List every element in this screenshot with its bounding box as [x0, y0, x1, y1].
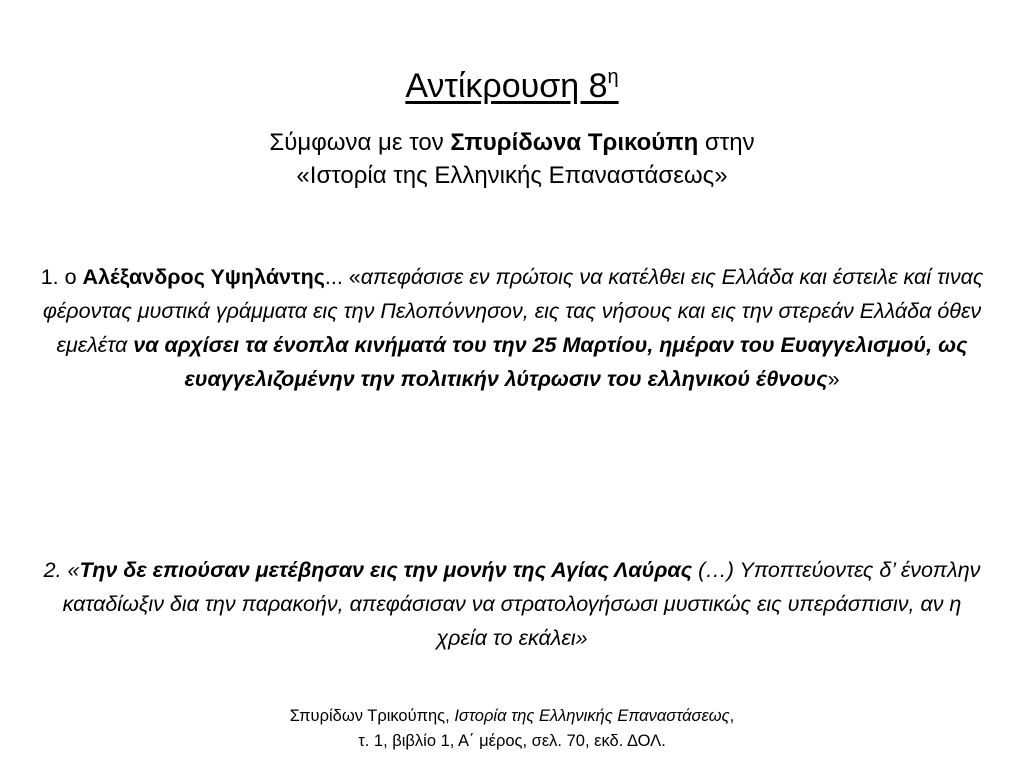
- citation-line-2: τ. 1, βιβλίο 1, Α΄ μέρος, σελ. 70, εκδ. ΔΟΛ.: [358, 732, 666, 750]
- item-1-quote-italic: απεφάσισε εν πρώτοις να κατέλθει εις Ελλάδα και έστειλε καί τινας φέροντας μυστικά γράμματα εις την Πελοπόννησον, εις τας νήσους και εις την στερεάν Ελλάδα όθεν εμελέτα: [42, 265, 984, 357]
- subtitle: [0, 126, 1024, 192]
- item-2-quote-italic: (…) Υποπτεύοντες δ’ ένοπλην καταδίωξιν δια την παρακοήν, απεφάσισαν να στρατολογήσωσι μυστικώς εις υπεράσπισιν, αν η χρεία το εκάλει»: [62, 558, 981, 650]
- quote-paragraph-2: [40, 553, 984, 655]
- citation-author: Σπυρίδων Τρικούπης,: [289, 707, 455, 725]
- subtitle-line-1: [0, 126, 1024, 159]
- item-2-number: 2. «: [43, 558, 80, 582]
- subtitle-suffix: στην: [698, 129, 755, 156]
- item-1-name: Αλέξανδρος Υψηλάντης: [82, 265, 325, 289]
- citation-comma: ,: [729, 707, 735, 725]
- item-2-quote-emphasis: Την δε επιούσαν μετέβησαν εις την μονήν της Αγίας Λαύρας: [79, 558, 693, 582]
- source-citation: [0, 704, 1024, 754]
- citation-work: Ιστορία της Ελληνικής Επαναστάσεως: [454, 707, 730, 725]
- page-title: [0, 64, 1024, 108]
- item-1-number: 1. ο: [40, 265, 83, 289]
- item-1-quote-emphasis: να αρχίσει τα ένοπλα κινήματά του την 25 Μαρτίου, ημέραν του Ευαγγελισμού, ως ευαγγελιζομένην την πολιτικήν λύτρωσιν του ελληνικού έθνους: [133, 333, 968, 391]
- item-1-ellipsis: ... «: [324, 265, 361, 289]
- quote-paragraph-1: [40, 260, 984, 396]
- subtitle-line-2: «Ιστορία της Ελληνικής Επαναστάσεως»: [296, 162, 728, 189]
- subtitle-author: Σπυρίδωνα Τρικούπη: [450, 129, 699, 156]
- citation-line-1: [0, 704, 1024, 729]
- title-text: Αντίκρουση 8: [405, 67, 608, 105]
- subtitle-prefix: Σύμφωνα με τον: [269, 129, 451, 156]
- item-1-close: »: [827, 367, 840, 391]
- title-superscript: η: [607, 66, 619, 88]
